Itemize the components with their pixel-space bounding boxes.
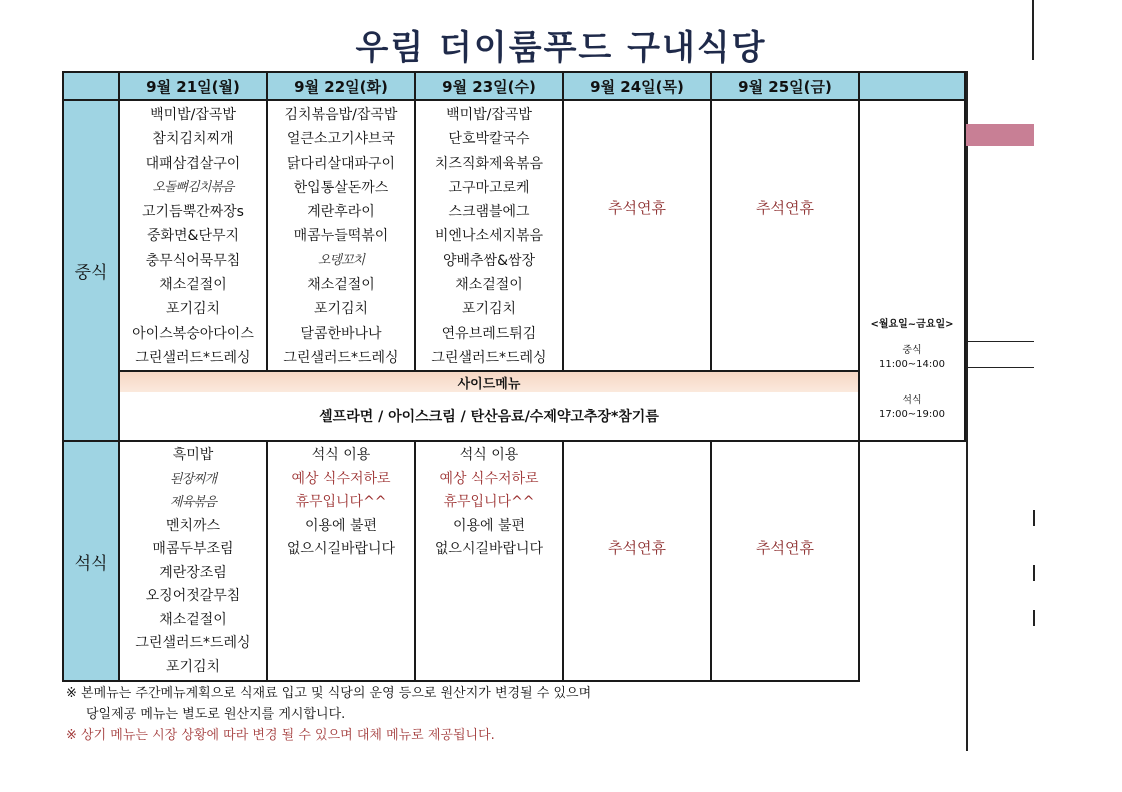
header-corner	[63, 72, 119, 100]
notice-line: 휴무입니다^^	[295, 494, 387, 511]
menu-item: 닭다리살대파구이	[286, 155, 396, 172]
menu-item: 달콤한바나나	[300, 325, 382, 342]
menu-item: 백미밥/잡곡밥	[446, 107, 532, 123]
menu-item: 비엔나소세지볶음	[434, 228, 544, 245]
header-blank	[859, 72, 965, 100]
menu-item: 채소겉절이	[307, 277, 375, 294]
operating-hours	[859, 100, 965, 441]
menu-item: 포기김치	[165, 658, 221, 675]
menu-item: 고구마고로케	[448, 179, 530, 196]
menu-item: 얼큰소고기샤브국	[286, 131, 396, 148]
scan-edge-line	[1032, 0, 1034, 60]
menu-item-handwritten: 제육볶음	[169, 495, 217, 511]
menu-item: 포기김치	[165, 301, 221, 318]
menu-item: 아이스복숭아다이스	[132, 325, 254, 342]
scan-line	[966, 367, 1034, 368]
menu-item: 고기듬뿍간짜장s	[142, 204, 244, 221]
day-header-fri: 9월 25일(금)	[711, 72, 859, 100]
menu-item: 중화면&단무지	[146, 228, 240, 245]
dinner-tue-cell	[267, 441, 415, 681]
dinner-thu-holiday: 추석연휴	[563, 441, 711, 681]
menu-item: 포기김치	[313, 301, 369, 318]
menu-item: 단호박칼국수	[448, 131, 530, 148]
footnote-line: ※ 상기 메뉴는 시장 상황에 따라 변경 될 수 있으며 대체 메뉴로 제공됩니다.	[66, 728, 495, 743]
day-header-row	[63, 72, 965, 100]
hours-dinner-time: 17:00~19:00	[878, 409, 945, 420]
menu-item: 스크램블에그	[448, 204, 530, 221]
weekly-menu-table	[62, 71, 966, 682]
menu-item: 계란장조림	[159, 564, 227, 581]
footnote-line: 당일제공 메뉴는 별도로 원산지를 게시합니다.	[86, 707, 346, 722]
hours-lunch-label: 중식	[902, 345, 922, 356]
notice-line: 이용에 불편	[304, 517, 378, 534]
day-header-thu: 9월 24일(목)	[563, 72, 711, 100]
menu-item: 김치볶음밥/잡곡밥	[284, 107, 398, 123]
menu-item-handwritten: 오뎅꼬치	[317, 252, 365, 268]
lunch-thu-holiday: 추석연휴	[563, 100, 711, 371]
menu-item: 그린샐러드*드레싱	[135, 349, 251, 366]
menu-item: 참치김치찌개	[152, 131, 234, 148]
menu-item: 양배추쌈&쌈장	[442, 252, 536, 269]
lunch-tue-cell	[267, 100, 415, 371]
notice-line: 휴무입니다^^	[443, 494, 535, 511]
menu-item: 충무식어묵무침	[145, 252, 241, 269]
notice-line: 석식 이용	[459, 447, 519, 464]
notice-line: 없으시길바랍니다	[286, 541, 396, 558]
notice-line: 예상 식수저하로	[439, 470, 539, 487]
menu-item: 포기김치	[461, 301, 517, 318]
side-menu-body-row	[63, 392, 965, 441]
menu-item: 치즈직화제육볶음	[434, 155, 544, 172]
menu-item: 채소겉절이	[455, 277, 523, 294]
day-header-wed: 9월 23일(수)	[415, 72, 563, 100]
menu-item: 한입통살돈까스	[293, 179, 389, 196]
day-header-tue: 9월 22일(화)	[267, 72, 415, 100]
menu-item: 채소겉절이	[159, 277, 227, 294]
side-menu-header-row	[63, 371, 965, 392]
hours-range: <월요일~금요일>	[870, 319, 954, 330]
page-title: 우림 더이룸푸드 구내식당	[355, 28, 767, 68]
menu-item: 계란후라이	[307, 204, 375, 221]
notice-line: 예상 식수저하로	[291, 470, 391, 487]
menu-item: 매콤누들떡볶이	[293, 228, 389, 245]
menu-item: 백미밥/잡곡밥	[150, 107, 236, 123]
meal-label-dinner: 석식	[63, 441, 119, 681]
lunch-wed-cell	[415, 100, 563, 371]
lunch-row	[63, 100, 965, 371]
hours-dinner-label: 석식	[902, 395, 922, 406]
meal-label-lunch: 중식	[63, 100, 119, 441]
menu-item-handwritten: 오돌뼈김치볶음	[152, 179, 234, 195]
dinner-mon-cell	[119, 441, 267, 681]
dinner-row	[63, 441, 965, 681]
menu-item: 대패삼겹살구이	[145, 155, 241, 172]
scan-tick	[1033, 565, 1035, 581]
menu-item: 그린샐러드*드레싱	[135, 635, 251, 652]
notice-line: 없으시길바랍니다	[434, 541, 544, 558]
menu-item: 연유브레드튀김	[441, 325, 537, 342]
footnote-line: ※ 본메뉴는 주간메뉴계획으로 식재료 입고 및 식당의 운영 등으로 원산지가 변경될 수 있으며	[66, 686, 592, 701]
menu-item: 흑미밥	[172, 447, 214, 464]
menu-item-handwritten: 된장찌개	[169, 471, 217, 487]
hours-lunch-time: 11:00~14:00	[878, 359, 945, 370]
menu-item: 멘치까스	[165, 517, 221, 534]
notice-line: 이용에 불편	[452, 517, 526, 534]
scan-tick	[1033, 510, 1035, 526]
scan-line	[966, 341, 1034, 342]
menu-item: 채소겉절이	[159, 611, 227, 628]
menu-item: 매콤두부조림	[152, 541, 234, 558]
side-menu-label: 사이드메뉴	[119, 371, 859, 392]
scan-edge-line	[966, 71, 968, 751]
scan-mark-pink	[966, 124, 1034, 146]
dinner-wed-cell	[415, 441, 563, 681]
menu-item: 그린샐러드*드레싱	[431, 349, 547, 366]
side-menu-items: 셀프라면 / 아이스크림 / 탄산음료/수제약고추장*참기름	[119, 392, 859, 441]
lunch-fri-holiday: 추석연휴	[711, 100, 859, 371]
day-header-mon: 9월 21일(월)	[119, 72, 267, 100]
dinner-fri-holiday: 추석연휴	[711, 441, 859, 681]
menu-item: 그린샐러드*드레싱	[283, 349, 399, 366]
menu-item: 오징어젓갈무침	[145, 588, 241, 605]
notice-line: 석식 이용	[311, 447, 371, 464]
footnotes	[66, 683, 591, 746]
scan-tick	[1033, 610, 1035, 626]
lunch-mon-cell	[119, 100, 267, 371]
